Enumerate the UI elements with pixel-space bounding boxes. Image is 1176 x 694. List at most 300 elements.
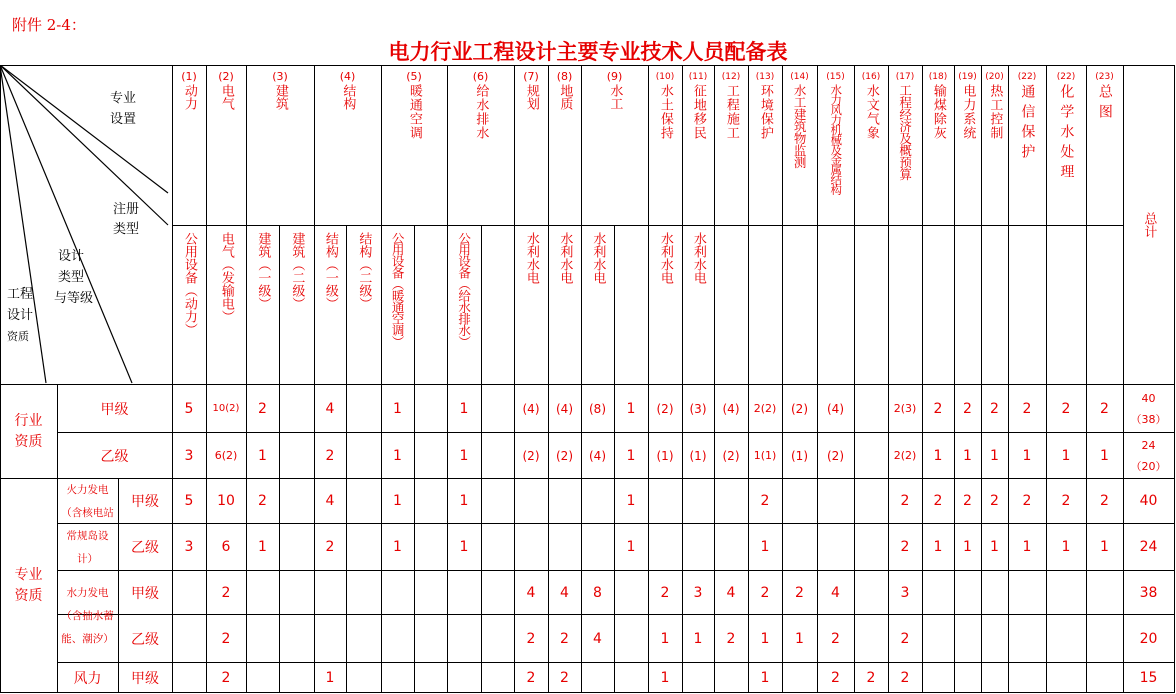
value-cell-text: 2 — [900, 630, 910, 647]
value-cell-text: 2 — [258, 493, 267, 509]
value-cell — [954, 524, 981, 570]
registration-type — [548, 232, 581, 382]
specialty-number: (3) — [272, 70, 288, 83]
value-cell — [648, 663, 682, 692]
value-cell-text: 1 — [1022, 447, 1032, 464]
value-cell — [648, 615, 682, 662]
registration-type — [346, 232, 381, 382]
level-label-text: 甲级 — [131, 670, 159, 687]
specialty-header — [888, 70, 922, 223]
value-cell — [206, 663, 246, 692]
value-cell-text: 1 — [393, 400, 402, 417]
value-cell-text: 3 — [900, 584, 910, 601]
value-cell — [1123, 479, 1174, 523]
specialty-header — [548, 70, 581, 223]
specialty-number: (15) — [826, 72, 845, 82]
corner-registration-type-line: 类型 — [113, 222, 140, 237]
value-cell — [314, 663, 346, 692]
value-cell — [748, 615, 782, 662]
corner-design-type-line: 设计 — [58, 249, 85, 264]
value-cell-text: 2(2) — [753, 402, 777, 415]
value-cell — [381, 433, 414, 478]
specialty-number: (5) — [406, 70, 422, 83]
specialty-header — [1008, 70, 1046, 223]
specialty-header — [922, 70, 954, 223]
specialty-name: 水工 — [607, 84, 623, 110]
value-cell — [1046, 433, 1086, 478]
level-label-text: 甲级 — [100, 401, 129, 418]
value-cell — [682, 615, 714, 662]
value-cell-text: (4) — [827, 401, 844, 416]
specialty-number: (9) — [606, 70, 623, 83]
specialty-header — [682, 70, 714, 223]
value-cell-text: 1 — [459, 400, 469, 417]
value-cell — [1086, 385, 1123, 432]
specialty-header — [447, 70, 514, 223]
value-cell — [981, 385, 1008, 432]
value-cell — [748, 479, 782, 523]
value-cell — [447, 385, 481, 432]
specialty-name: 工程施工 — [723, 84, 739, 140]
value-cell-text: 4 — [325, 493, 335, 509]
value-cell — [314, 385, 346, 432]
value-cell-text: 2 — [990, 400, 999, 417]
specialty-qualification-label-text: 专业资质 — [14, 566, 43, 604]
value-cell-text: 40 — [1139, 493, 1158, 509]
specialty-header — [581, 70, 648, 223]
value-cell-text: 4 — [726, 584, 736, 601]
value-cell — [246, 433, 279, 478]
value-cell — [922, 385, 954, 432]
registration-type — [279, 232, 314, 382]
value-cell-text: (2) — [722, 448, 740, 463]
specialty-number: (17) — [895, 72, 915, 82]
table-title: 电力行业工程设计主要专业技术人员配备表 — [388, 39, 788, 64]
value-cell-text: 2 — [258, 400, 267, 417]
value-cell — [1086, 479, 1123, 523]
total-header — [1123, 66, 1174, 384]
value-cell — [1046, 385, 1086, 432]
value-cell — [981, 479, 1008, 523]
value-cell — [748, 385, 782, 432]
value-cell-text: 24 — [1139, 539, 1158, 555]
value-cell — [782, 433, 817, 478]
subgroup-hydro — [57, 571, 118, 662]
value-cell-text: 5 — [184, 400, 194, 417]
value-cell — [1008, 479, 1046, 523]
value-cell — [548, 571, 581, 614]
corner-specialty-setting-line: 专业 — [110, 91, 137, 106]
value-cell-text: 1 — [626, 400, 636, 417]
value-cell-text: (1) — [791, 448, 808, 463]
value-cell-text: 38 — [1139, 584, 1158, 601]
value-cell — [1123, 615, 1174, 662]
specialty-number: (14) — [790, 72, 809, 82]
value-cell-text: (3) — [689, 401, 707, 416]
value-cell-text: 15 — [1139, 669, 1158, 686]
value-cell-text: 2 — [963, 400, 972, 417]
value-cell-text: 1 — [660, 669, 670, 686]
value-cell — [614, 385, 648, 432]
value-cell-text: 2 — [560, 669, 569, 686]
value-cell-text: 1 — [933, 539, 943, 555]
value-cell-text: 1 — [258, 447, 267, 464]
specialty-name: 热工控制 — [987, 84, 1003, 140]
value-cell-text: 2 — [760, 493, 770, 509]
value-cell-text: 2 — [795, 584, 804, 601]
specialty-header — [381, 70, 447, 223]
value-cell — [981, 524, 1008, 570]
value-cell-text: 4 — [593, 630, 602, 647]
specialty-header — [782, 70, 817, 223]
value-cell-text: 1 — [660, 630, 670, 647]
specialty-number: (10) — [655, 72, 675, 82]
level-label-text: 甲级 — [131, 494, 159, 510]
value-cell-text: 4 — [526, 584, 536, 601]
value-cell — [682, 433, 714, 478]
specialty-header — [817, 70, 854, 223]
value-cell — [922, 479, 954, 523]
level-label — [57, 433, 172, 478]
value-cell-text: 2 — [526, 669, 536, 686]
value-cell-text: (4) — [556, 401, 573, 416]
value-cell-text: 2 — [1061, 493, 1071, 509]
value-cell — [172, 524, 206, 570]
value-cell — [888, 571, 922, 614]
value-cell — [314, 479, 346, 523]
value-cell-text: 1 — [1022, 539, 1032, 555]
value-cell — [1008, 524, 1046, 570]
value-cell — [514, 663, 548, 692]
value-cell — [954, 479, 981, 523]
value-cell-text: 2 — [866, 669, 876, 686]
specialty-name: 环境保护 — [757, 84, 773, 140]
value-cell-text: 20 — [1139, 630, 1158, 647]
value-cell — [922, 433, 954, 478]
level-label — [57, 385, 172, 432]
value-cell-text: 1 — [760, 669, 770, 686]
specialty-number: (18) — [928, 72, 948, 82]
value-cell-text: 2 — [933, 400, 943, 417]
value-cell-text: 1 — [1100, 447, 1109, 464]
value-cell-text: (2) — [522, 448, 540, 463]
value-cell — [888, 663, 922, 692]
value-cell-text: 1 — [393, 493, 402, 509]
value-cell — [817, 433, 854, 478]
specialty-qualification-label — [0, 479, 57, 692]
value-cell — [888, 433, 922, 478]
value-cell-text: 2 — [560, 630, 569, 647]
specialty-header — [981, 70, 1008, 223]
value-cell — [888, 385, 922, 432]
value-cell-text: 2 — [1061, 400, 1071, 417]
value-cell — [817, 663, 854, 692]
specialty-header — [314, 70, 381, 223]
value-cell — [381, 479, 414, 523]
value-cell-text: 5 — [184, 493, 194, 509]
value-cell — [782, 615, 817, 662]
value-cell-text: (2) — [791, 401, 808, 416]
specialty-name: 暖通空调 — [406, 84, 422, 140]
value-cell — [748, 524, 782, 570]
value-cell — [381, 524, 414, 570]
specialty-header — [206, 70, 246, 223]
value-cell — [981, 433, 1008, 478]
corner-registration-type — [113, 200, 139, 240]
value-cell-text: 4 — [831, 584, 840, 601]
value-cell-text: 2 — [990, 493, 999, 509]
corner-diagonal — [0, 65, 168, 193]
specialty-name: 建筑 — [272, 84, 288, 110]
value-cell-text: (2) — [656, 401, 674, 416]
corner-eng-qualification-line: 资质 — [7, 330, 29, 343]
specialty-name: 水力风力机械及金属结构 — [829, 84, 844, 194]
value-cell — [206, 433, 246, 478]
value-cell-text: 24（20） — [1130, 438, 1167, 473]
value-cell — [614, 524, 648, 570]
value-cell-text: (2) — [556, 448, 573, 463]
value-cell — [1123, 433, 1174, 478]
industry-qualification-label — [0, 385, 57, 478]
value-cell — [817, 571, 854, 614]
value-cell — [1008, 433, 1046, 478]
value-cell — [1123, 524, 1174, 570]
corner-design-type-line: 类型 — [58, 270, 85, 285]
subgroup-thermal-text: 火力发电（含核电站常规岛设计） — [61, 483, 114, 565]
value-cell — [782, 385, 817, 432]
value-cell-text: 2 — [760, 584, 770, 601]
specialty-header — [1086, 70, 1123, 223]
value-cell — [447, 524, 481, 570]
value-cell — [1123, 663, 1174, 692]
value-cell — [748, 571, 782, 614]
value-cell — [206, 571, 246, 614]
value-cell-text: (4) — [589, 448, 606, 463]
value-cell-text: 10 — [217, 493, 235, 509]
value-cell-text: 1 — [795, 630, 804, 647]
value-cell-text: 3 — [184, 447, 194, 464]
value-cell — [922, 524, 954, 570]
registration-type — [172, 232, 206, 382]
value-cell — [954, 433, 981, 478]
value-cell — [714, 615, 748, 662]
table-rule — [1174, 65, 1175, 693]
specialty-number: (13) — [755, 72, 775, 82]
subgroup-hydro-text: 水力发电（含抽水蓄能、潮汐） — [61, 587, 114, 645]
value-cell-text: (2) — [827, 448, 844, 463]
value-cell — [172, 385, 206, 432]
specialty-number: (6) — [472, 70, 489, 83]
value-cell — [954, 385, 981, 432]
value-cell-text: 4 — [560, 584, 569, 601]
value-cell — [714, 385, 748, 432]
level-label-text: 乙级 — [100, 448, 129, 465]
specialty-number: (22) — [1056, 72, 1076, 82]
corner-diagonal — [0, 65, 168, 225]
registration-type-text: 水利水电 — [590, 232, 606, 284]
value-cell — [1123, 385, 1174, 432]
value-cell — [172, 433, 206, 478]
registration-type — [246, 232, 279, 382]
corner-specialty-setting-line: 设置 — [110, 112, 137, 127]
value-cell-text: 1 — [393, 447, 402, 464]
specialty-name: 电气 — [218, 84, 234, 110]
value-cell-text: (4) — [722, 401, 740, 416]
attachment-label: 附件 2-4： — [12, 16, 86, 34]
value-cell-text: 1 — [760, 630, 770, 647]
value-cell-text: 1 — [459, 447, 469, 464]
level-label — [118, 663, 172, 692]
registration-type-text: 水利水电 — [690, 232, 706, 284]
value-cell-text: 2 — [325, 447, 335, 464]
value-cell — [648, 433, 682, 478]
value-cell — [682, 385, 714, 432]
level-label-text: 乙级 — [131, 540, 159, 556]
specialty-name: 水文气象 — [863, 84, 879, 140]
value-cell-text: 6 — [221, 539, 231, 555]
specialty-number: (8) — [556, 70, 573, 83]
registration-type-text: 结构（一级） — [322, 232, 338, 310]
registration-type — [581, 232, 614, 382]
value-cell — [1008, 385, 1046, 432]
specialty-number: (7) — [523, 70, 539, 83]
specialty-name: 结构 — [340, 84, 356, 110]
specialty-name: 动力 — [181, 84, 197, 110]
value-cell — [206, 524, 246, 570]
value-cell — [581, 571, 614, 614]
registration-type-text: 电气（发输电） — [218, 232, 234, 323]
specialty-name: 工程经济及概预算 — [897, 84, 913, 180]
corner-design-type — [54, 246, 94, 309]
value-cell — [581, 385, 614, 432]
specialty-name: 电力系统 — [960, 84, 976, 140]
value-cell — [246, 479, 279, 523]
registration-type-text: 水利水电 — [523, 232, 539, 284]
level-label — [118, 524, 172, 570]
value-cell — [514, 615, 548, 662]
registration-type-text: 公用设备（给水排水） — [456, 232, 472, 347]
value-cell — [682, 571, 714, 614]
value-cell — [748, 433, 782, 478]
level-label-text: 甲级 — [131, 585, 159, 602]
value-cell — [888, 479, 922, 523]
specialty-header — [748, 70, 782, 223]
registration-type — [314, 232, 346, 382]
specialty-name: 总图 — [1096, 84, 1113, 124]
value-cell-text: 2 — [1022, 400, 1032, 417]
level-label — [118, 479, 172, 523]
value-cell-text: 1 — [990, 447, 999, 464]
value-cell — [888, 615, 922, 662]
value-cell-text: 2 — [831, 669, 840, 686]
specialty-number: (19) — [958, 72, 977, 82]
specialty-number: (22) — [1017, 72, 1037, 82]
specialty-header — [172, 70, 206, 223]
value-cell — [314, 524, 346, 570]
subgroup-wind-text: 风力 — [73, 670, 102, 687]
level-label — [118, 615, 172, 662]
value-cell-text: 1 — [626, 493, 636, 509]
registration-type — [447, 232, 481, 382]
value-cell — [381, 385, 414, 432]
registration-type — [206, 232, 246, 382]
value-cell-text: 2 — [1100, 400, 1109, 417]
value-cell-text: 10(2) — [212, 403, 240, 414]
value-cell — [514, 433, 548, 478]
corner-registration-type-line: 注册 — [113, 202, 140, 217]
value-cell — [172, 479, 206, 523]
value-cell — [1123, 571, 1174, 614]
value-cell — [782, 571, 817, 614]
specialty-number: (2) — [218, 70, 234, 83]
value-cell — [614, 479, 648, 523]
value-cell — [1046, 524, 1086, 570]
value-cell — [514, 385, 548, 432]
value-cell-text: 1 — [1100, 539, 1109, 555]
registration-type-text: 水利水电 — [557, 232, 573, 284]
registration-type-text: 水利水电 — [657, 232, 673, 284]
value-cell — [314, 433, 346, 478]
value-cell-text: 2 — [963, 493, 972, 509]
registration-type-text: 结构（二级） — [356, 232, 372, 310]
specialty-name: 输煤除灰 — [930, 84, 946, 140]
specialty-header — [648, 70, 682, 223]
value-cell-text: 1 — [990, 539, 999, 555]
specialty-number: (23) — [1095, 72, 1114, 82]
value-cell-text: 40（38） — [1130, 391, 1167, 426]
value-cell-text: 2 — [325, 539, 335, 555]
value-cell-text: 1 — [963, 539, 972, 555]
total-header-text: 总计 — [1141, 212, 1157, 238]
value-cell — [514, 571, 548, 614]
subgroup-wind — [57, 663, 118, 692]
corner-eng-qualification — [7, 284, 33, 347]
specialty-header — [854, 70, 888, 223]
value-cell-text: 1 — [393, 539, 402, 555]
specialty-number: (4) — [339, 70, 356, 83]
corner-eng-qualification-line: 设计 — [7, 308, 34, 323]
registration-type — [682, 232, 714, 382]
value-cell-text: 1 — [626, 539, 636, 555]
specialty-number: (11) — [688, 72, 708, 82]
value-cell — [648, 385, 682, 432]
value-cell-text: 1 — [459, 493, 469, 509]
specialty-name: 通信保护 — [1019, 84, 1036, 164]
value-cell-text: 2 — [900, 539, 910, 555]
value-cell — [246, 524, 279, 570]
value-cell-text: 2 — [221, 669, 231, 686]
value-cell — [246, 385, 279, 432]
corner-eng-qualification-line: 工程 — [7, 287, 34, 302]
specialty-name: 地质 — [557, 84, 573, 110]
value-cell-text: 1 — [963, 447, 972, 464]
specialty-number: (1) — [181, 70, 197, 83]
value-cell-text: 6(2) — [214, 449, 238, 462]
value-cell — [548, 385, 581, 432]
value-cell — [206, 615, 246, 662]
specialty-name: 规划 — [523, 84, 539, 110]
value-cell-text: 2 — [221, 630, 231, 647]
registration-type — [648, 232, 682, 382]
value-cell-text: 1 — [933, 447, 943, 464]
value-cell-text: 2(3) — [893, 402, 917, 415]
value-cell-text: 4 — [325, 400, 335, 417]
value-cell-text: 1 — [626, 447, 636, 464]
value-cell-text: 1 — [1061, 447, 1071, 464]
value-cell-text: 1 — [760, 539, 770, 555]
registration-type-text: 公用设备（动力） — [181, 232, 197, 336]
value-cell — [548, 433, 581, 478]
